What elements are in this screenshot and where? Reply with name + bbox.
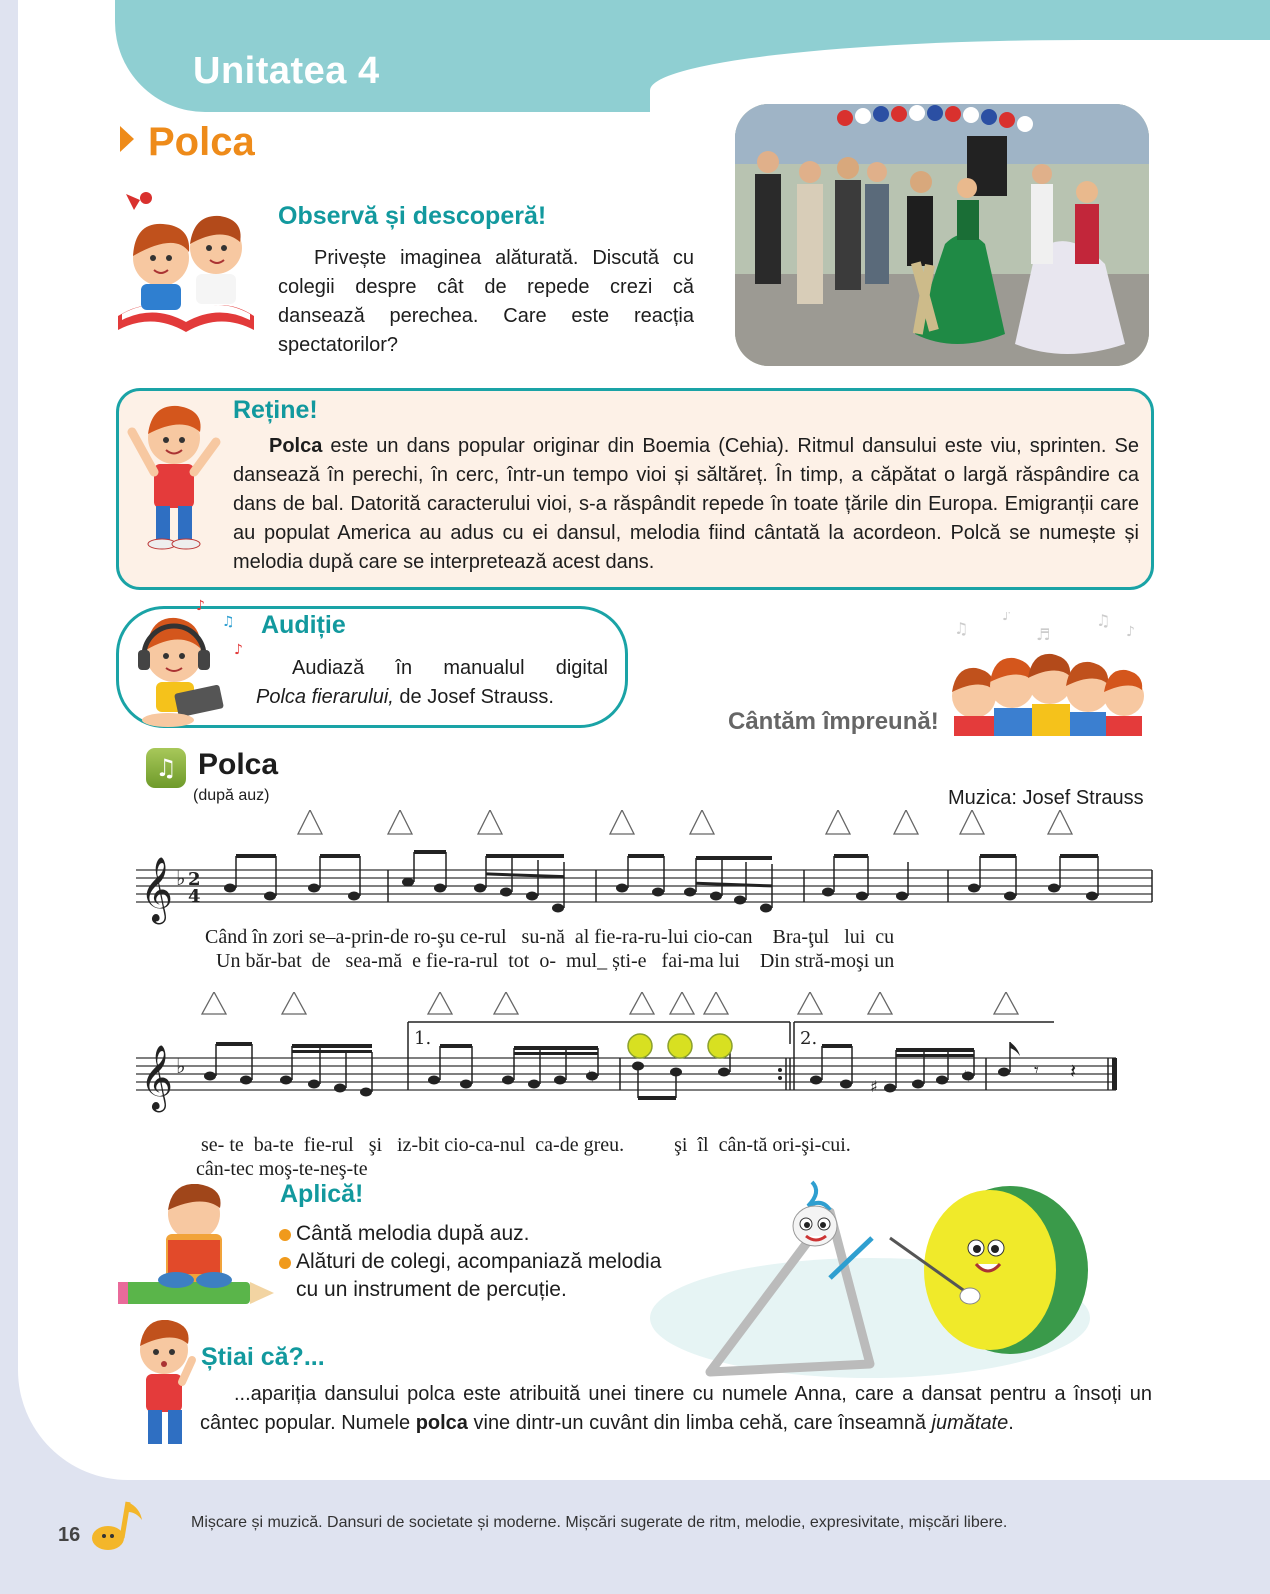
- music-staff-row-2: [130, 992, 1155, 1122]
- auditie-line2: Polca fierarului, de Josef Strauss.: [256, 686, 554, 708]
- dancers-photo: [735, 104, 1149, 366]
- music-note-badge-icon: ♫: [146, 748, 186, 788]
- auditie-title: Audiție: [261, 611, 346, 639]
- svg-text:2.: 2.: [800, 1028, 818, 1049]
- unit-title: Unitatea 4: [193, 50, 380, 92]
- singing-kids-illustration: [946, 612, 1152, 741]
- svg-text:♭: ♭: [176, 866, 186, 890]
- music-staff-row-1: [130, 810, 1155, 930]
- retine-title: Reține!: [233, 396, 318, 424]
- svg-text:2: 2: [188, 869, 201, 890]
- auditie-line1: Audiază în manualul digital: [292, 657, 608, 679]
- boy-thinking-illustration: [124, 1320, 204, 1455]
- svg-text:♪: ♪: [196, 598, 205, 614]
- retine-text: Polca este un dans popular originar din Boemia (Cehia). Ritmul dansului este viu, sprinten. Se dansează în perechi, în cerc, într-un tempo vioi și săltăreț. În timp, a căpătat o largă răspândire ca dans de bal. Datorită caracterului vioi, s-a răspândit repede în toate țările din Europa. Emigranții care au populat America au adus cu ei dansul, melodia fiind cântată la acordeon. Polcă se numește și melodia după care se interpretează acest dans.: [233, 435, 1139, 573]
- footer-text: Mișcare și muzică. Dansuri de societate și moderne. Mișcări sugerate de ritm, melodie, expresivitate, mișcări libere.: [191, 1514, 1008, 1531]
- svg-text:♪: ♪: [1126, 624, 1135, 640]
- svg-text:𝄽: 𝄽: [1070, 1059, 1077, 1083]
- triangle-bullet-icon: [120, 126, 134, 152]
- boy-pointing-illustration: [124, 402, 224, 557]
- svg-text:𝄾: 𝄾: [1034, 1060, 1039, 1081]
- svg-text:𝄞: 𝄞: [140, 857, 174, 922]
- svg-text:♭: ♭: [176, 1054, 186, 1078]
- song-subtitle: (după auz): [193, 787, 270, 804]
- boy-headphones-illustration: [122, 598, 262, 739]
- aplica-list: [278, 1220, 688, 1304]
- svg-text:♯: ♯: [870, 1077, 878, 1096]
- lesson-title: Polca: [120, 120, 255, 165]
- svg-text:♫: ♫: [1096, 612, 1111, 630]
- aplica-item: Alături de colegi, acompaniază melodia cu un instrument de percuție.: [278, 1248, 688, 1304]
- svg-text:♮: ♮: [588, 1067, 594, 1086]
- song-composer: Muzica: Josef Strauss: [948, 787, 1144, 809]
- svg-text:1.: 1.: [414, 1028, 432, 1049]
- kids-reading-illustration: [116, 186, 256, 341]
- lyrics-row-1-verse-2: Un băr-bat de sea-mă e fie-ra-rul tot o- mul_ ști-e fai-ma lui Din stră-moşi un: [216, 950, 895, 972]
- svg-text:4: 4: [188, 886, 201, 907]
- aplica-title: Aplică!: [280, 1180, 364, 1208]
- observa-title: Observă și descoperă!: [278, 202, 547, 230]
- page-footer-band: [0, 1480, 1270, 1594]
- observa-text: Privește imaginea alăturată. Discută cu colegii despre cât de repede crezi că dansează perechea. Care este reacția spectatorilor?: [278, 247, 694, 356]
- svg-text:♪: ♪: [1002, 612, 1011, 624]
- svg-text:𝄞: 𝄞: [140, 1045, 174, 1110]
- svg-text:♮: ♮: [964, 1067, 970, 1086]
- triangle-and-drum-illustration: [640, 1168, 1120, 1393]
- lyrics-row-2-verse-2: cân-tec moş-te-neş-te: [196, 1158, 368, 1180]
- stiai-title: Știai că?...: [201, 1343, 325, 1371]
- boy-reading-on-pencil-illustration: [118, 1184, 278, 1319]
- lyrics-row-2-verse-1: se- te ba-te fie-rul şi iz-bit cio-ca-nul ca-de greu. şi îl cân-tă ori-şi-cui.: [201, 1134, 851, 1156]
- svg-text:♪: ♪: [234, 642, 243, 658]
- stiai-text: ...apariția dansului polca este atribuită unei tinere cu numele Anna, care a dansat pentru a însoți un cântec popular. Numele polca vine dintr-un cuvânt din limba cehă, care înseamnă jumătate.: [200, 1383, 1152, 1434]
- cantam-impreuna-label: Cântăm împreună!: [728, 708, 939, 735]
- svg-text:♬: ♬: [1036, 625, 1051, 644]
- music-note-mascot-icon: [86, 1498, 146, 1559]
- svg-text:♫: ♫: [954, 619, 969, 638]
- svg-text:♫: ♫: [222, 614, 235, 630]
- lyrics-row-1-verse-1: Când în zori se–a-prin-de ro-şu ce-rul su-nă al fie-ra-ru-lui cio-can Bra-ţul lui cu: [205, 926, 895, 948]
- song-title: Polca: [198, 748, 279, 781]
- aplica-item: Cântă melodia după auz.: [278, 1220, 688, 1248]
- page-number: 16: [58, 1524, 81, 1546]
